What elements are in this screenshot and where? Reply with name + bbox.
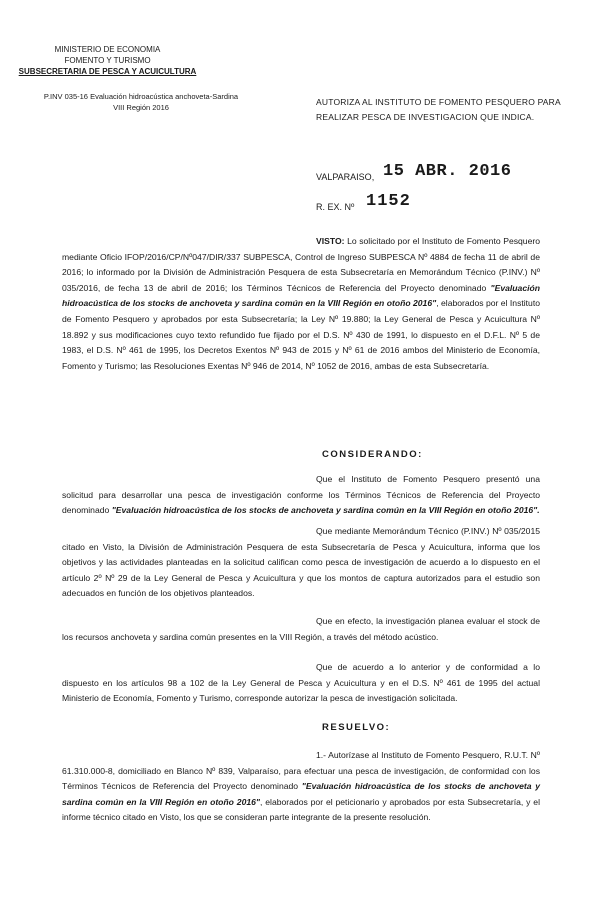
undersecretariat-name: SUBSECRETARIA DE PESCA Y ACUICULTURA <box>18 67 197 76</box>
considerando-paragraph-1 <box>62 472 540 519</box>
date-stamp: 15 ABR. 2016 <box>383 162 512 181</box>
visto-text-b: , elaborados por el Instituto de Fomento Pesquero y aprobados por esta Subsecretaría; la Ley Nº 19.880; la Ley General de Pesca y Acuicultura Nº 18.892 y sus modificaciones cuyo texto refundido fue fijado por el D.S. Nº 430 de 1991, lo dispuesto en el D.F.L. Nº 5 de 1983, el D.S. Nº 461 de 1995, los Decretos Exentos Nº 943 de 2015 y Nº 61 de 2016 ambos del Ministerio de Economía, Fomento y Turismo; las Resoluciones Exentas Nº 946 de 2014, Nº 1052 de 2016, ambas de esta Subsecretaría. <box>62 298 540 371</box>
considerando-paragraph-3: Que en efecto, la investigación planea evaluar el stock de los recursos anchoveta y sardina común presentes en la VIII Región, a través del método acústico. <box>62 616 540 642</box>
resolution-number-stamp: 1152 <box>366 192 411 211</box>
resuelvo-heading: RESUELVO: <box>322 722 391 733</box>
reference-line-1: P.INV 035-16 Evaluación hidroacústica anchoveta-Sardina <box>43 92 239 101</box>
resuelvo-1-text-b: , elaborados por el peticionario y aprobados por esta Subsecretaría, y el informe técnico citado en Visto, los que se consideran parte integrante de la presente resolución. <box>62 796 540 823</box>
resuelvo-1-text-a: 1.- Autorízase al Instituto de Fomento Pesquero, R.U.T. Nº 61.310.000-8, domiciliado en Blanco Nº 839, Valparaíso, para efectuar una pesca de investigación, de conformidad con los Términos Técnicos de Referencia del Proyecto denominado <box>62 750 540 792</box>
visto-paragraph <box>62 234 540 374</box>
authorization-summary: AUTORIZA AL INSTITUTO DE FOMENTO PESQUERO PARA REALIZAR PESCA DE INVESTIGACION QUE INDICA. <box>316 97 561 122</box>
institution-header <box>0 44 215 77</box>
considerando-1-title: "Evaluación hidroacústica de los stocks de anchoveta y sardina común en la VIII Región en otoño 2016". <box>111 505 540 516</box>
considerando-paragraph-2: Que mediante Memorándum Técnico (P.INV.) Nº 035/2015 citado en Visto, la División de Administración Pesquera de esta Subsecretaría de Pesca y Acuicultura, informa que los objetivos y las actividades planteadas en la solicitud califican como pesca de investigación de acuerdo a lo dispuesto en el artículo 2º Nº 29 de la Ley General de Pesca y Acuicultura y que los montos de captura autorizados para el estudio son adecuados en función de los objetivos planteados. <box>62 526 540 599</box>
considerando-1-text: Que el Instituto de Fomento Pesquero presentó una solicitud para desarrollar una pesca de investigación conforme los Términos Técnicos de Referencia del Proyecto denominado <box>62 474 540 516</box>
reference-line-2: VIII Región 2016 <box>113 103 169 112</box>
ministry-name: MINISTERIO DE ECONOMIA <box>54 45 161 54</box>
considerando-paragraph-4: Que de acuerdo a lo anterior y de conformidad a lo dispuesto en los artículos 98 a 102 de la Ley General de Pesca y Acuicultura y en el D.S. Nº 461 de 1995 del actual Ministerio de Economía, Fomento y Turismo, corresponde autorizar la pesca de investigación solicitada. <box>62 662 540 704</box>
ministry-subtitle: FOMENTO Y TURISMO <box>64 56 151 65</box>
visto-project-title: "Evaluación hidroacústica de los stocks de anchoveta y sardina común en la VIII Región en otoño 2016" <box>62 282 540 309</box>
visto-label: VISTO: <box>316 236 345 246</box>
resuelvo-paragraph-1 <box>62 748 540 826</box>
resolution-label: R. EX. Nº <box>316 202 355 212</box>
place-label: VALPARAISO, <box>316 172 375 182</box>
visto-text-a: Lo solicitado por el Instituto de Fomento Pesquero mediante Oficio IFOP/2016/CP/Nº047/DIR/337 SUBPESCA, Control de Ingreso SUBPESCA Nº 4884 de fecha 11 de abril de 2016; lo informado por la División de Administración Pesquera de esta Subsecretaría en Memorándum Técnico (P.INV.) Nº 035/2016, de fecha 13 de abril de 2016; los Términos Técnicos de Referencia del Proyecto denominado <box>62 236 540 293</box>
resuelvo-1-title: "Evaluación hidroacústica de los stocks de anchoveta y sardina común en la VIII Región en otoño 2016" <box>62 781 540 807</box>
considerando-heading: CONSIDERANDO: <box>322 449 423 460</box>
document-reference <box>16 91 266 113</box>
